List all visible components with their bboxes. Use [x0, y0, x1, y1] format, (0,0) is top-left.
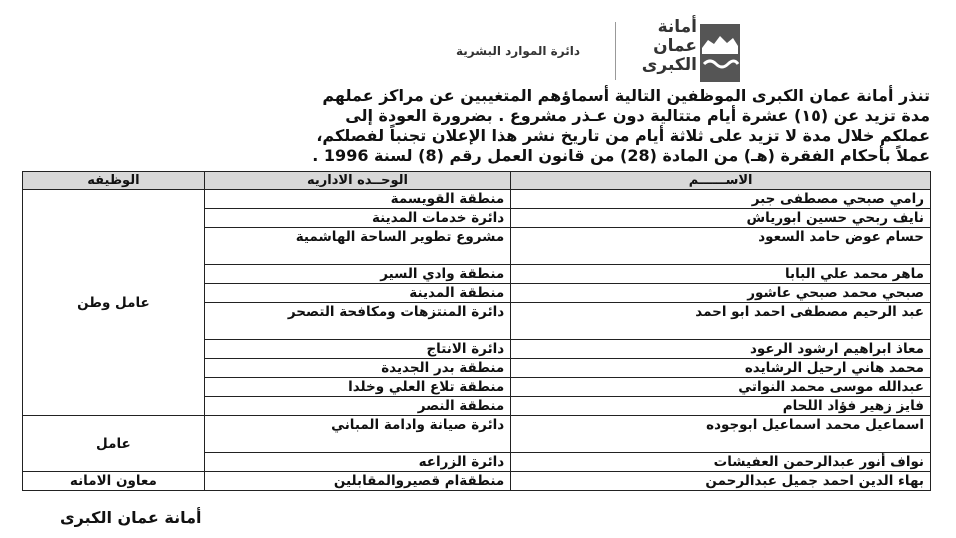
employee-name: معاذ ابراهيم ارشود الرعود — [511, 340, 931, 359]
table-row — [23, 472, 931, 491]
employee-unit: منطقةام قصيروالمقابلين — [204, 472, 510, 491]
employee-unit: منطقة القويسمة — [204, 190, 510, 209]
employee-unit: دائرة الانتاج — [204, 340, 510, 359]
header-job: الوظيفه — [23, 172, 205, 190]
header-divider — [615, 22, 616, 80]
header-unit: الوحــده الاداريه — [204, 172, 510, 190]
employee-name: ماهر محمد علي البابا — [511, 265, 931, 284]
table-row — [23, 190, 931, 209]
employee-name: عبد الرحيم مصطفى احمد ابو احمد — [511, 303, 931, 340]
employee-name: نواف أنور عبدالرحمن العفيشات — [511, 453, 931, 472]
employee-unit: منطقة بدر الجديدة — [204, 359, 510, 378]
employee-unit: منطقة النصر — [204, 397, 510, 416]
signature-text: أمانة عمان الكبرى — [60, 508, 202, 527]
employee-name: فايز زهير فؤاد اللحام — [511, 397, 931, 416]
employee-unit: دائرة خدمات المدينة — [204, 209, 510, 228]
employee-unit: دائرة صيانة وادامة المباني — [204, 416, 510, 453]
employee-unit: منطقة وادي السير — [204, 265, 510, 284]
table-row — [23, 416, 931, 453]
header-name: الاســــــم — [511, 172, 931, 190]
employee-unit: دائرة المنتزهات ومكافحة التصحر — [204, 303, 510, 340]
logo-line-1: أمانة — [657, 17, 697, 37]
logo-line-2: عمان — [653, 36, 697, 56]
notice-line-1: تنذر أمانة عمان الكبرى الموظفين التالية أسماؤهم المتغيبين عن مراكز عملهم — [322, 86, 930, 105]
employee-name: صبحي محمد صبحي عاشور — [511, 284, 931, 303]
job-group-2: عامل — [23, 416, 205, 472]
department-name: دائرة الموارد البشرية — [455, 44, 581, 58]
header — [415, 16, 740, 86]
employees-table — [22, 171, 931, 491]
employee-unit: منطقة تلاع العلي وخلدا — [204, 378, 510, 397]
logo-text — [627, 18, 697, 75]
table-header-row — [23, 172, 931, 190]
employee-name: اسماعيل محمد اسماعيل ابوجوده — [511, 416, 931, 453]
employee-name: نايف ربحي حسين ابورياش — [511, 209, 931, 228]
notice-line-3: عملكم خلال مدة لا تزيد على ثلاثة أيام من تاريخ نشر هذا الإعلان تجنباً لفصلكم، — [316, 126, 930, 145]
employee-name: محمد هاني ارحيل الرشايده — [511, 359, 931, 378]
employee-unit: منطقة المدينة — [204, 284, 510, 303]
employee-name: رامي صبحي مصطفى جبر — [511, 190, 931, 209]
notice-line-2: مدة تزيد عن (١٥) عشرة أيام متتالية دون عـذر مشروع . بضرورة العودة إلى — [345, 106, 930, 125]
employee-name: بهاء الدين احمد جميل عبدالرحمن — [511, 472, 931, 491]
footer-signature — [60, 508, 320, 527]
employee-unit: دائرة الزراعه — [204, 453, 510, 472]
logo-line-3: الكبرى — [641, 55, 697, 75]
notice-text — [20, 86, 930, 166]
employee-name: عبدالله موسى محمد النواتي — [511, 378, 931, 397]
job-group-1: عامل وطن — [23, 190, 205, 416]
amman-logo-icon — [700, 24, 740, 82]
notice-line-4: عملاً بأحكام الفقرة (هـ) من المادة (28) من قانون العمل رقم (8) لسنة 1996 . — [312, 146, 930, 165]
job-group-3: معاون الامانه — [23, 472, 205, 491]
employee-unit: مشروع تطوير الساحة الهاشمية — [204, 228, 510, 265]
employee-name: حسام عوض حامد السعود — [511, 228, 931, 265]
